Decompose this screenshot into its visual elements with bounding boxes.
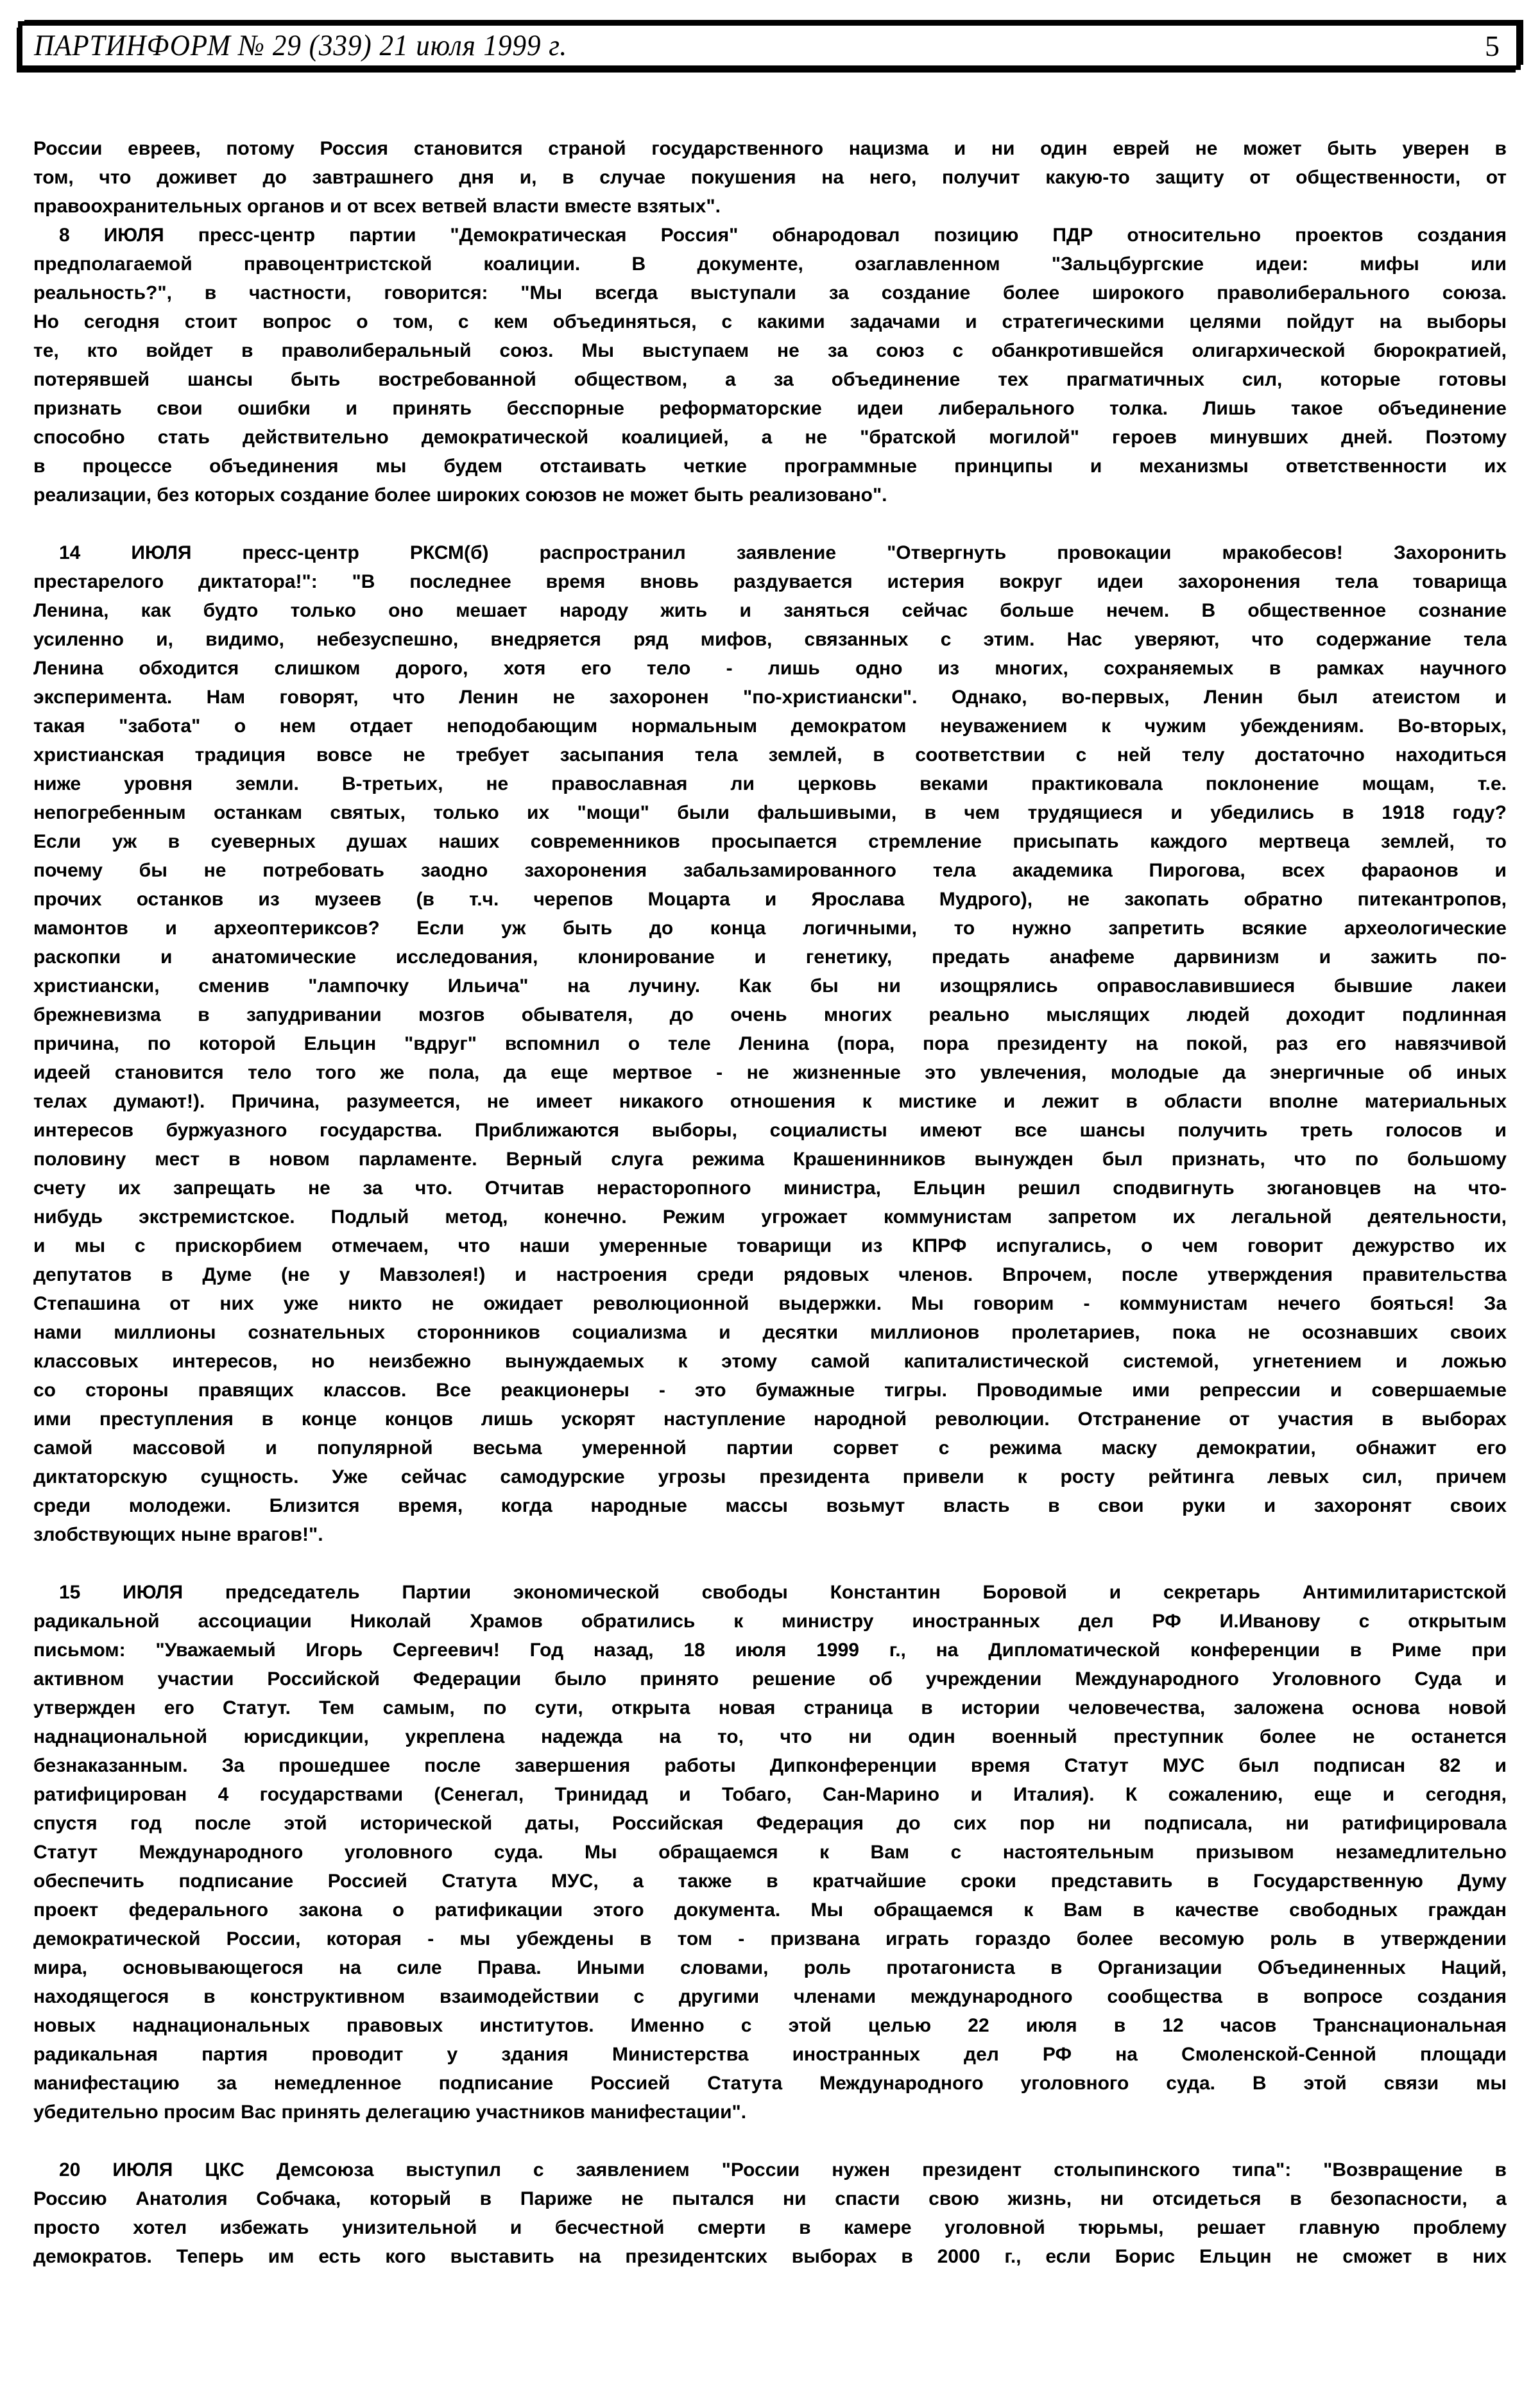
paragraph bbox=[33, 221, 1507, 510]
text-line: спустя год после этой исторической даты, Российская Федерация до сих пор ни подписала, ни ратифицировала bbox=[33, 1813, 1507, 1834]
text-line: ратифицирован 4 государствами (Сенегал, Тринидад и Тобаго, Сан-Марино и Италия). К сожалению, еще и сегодня, bbox=[33, 1784, 1507, 1805]
text-line: предполагаемой правоцентристской коалиции. В документе, озаглавленном "Зальцбургские идеи: мифы или bbox=[33, 253, 1507, 275]
text-line: причина, по которой Ельцин "вдруг" вспомнил о теле Ленина (пора, пора президенту на покой, раз его навязчивой bbox=[33, 1033, 1507, 1054]
text-line: идеей становится тело того же пола, да еще мертвое - не жизненные это увлечения, молодые да энергичные об иных bbox=[33, 1062, 1507, 1083]
text-line: 14 ИЮЛЯ пресс-центр РКСМ(б) распространил заявление "Отвергнуть провокации мракобесов! Захоронить bbox=[59, 542, 1507, 563]
text-line: классовых интересов, но неизбежно вынуждаемых к этому самой капиталистической системой, угнетением и ложью bbox=[33, 1351, 1507, 1372]
bulletin-title: ПАРТИНФОРМ № 29 (339) 21 июля 1999 г. bbox=[34, 29, 568, 62]
paragraph bbox=[33, 134, 1507, 221]
text-line: утвержден его Статут. Тем самым, по сути, открыта новая страница в истории человечества, заложена основа новой bbox=[33, 1697, 1507, 1718]
text-line: раскопки и анатомические исследования, клонирование и генетику, предать анафеме дарвинизм и зажить по- bbox=[33, 947, 1507, 968]
text-line: новых наднациональных правовых институтов. Именно с этой целью 22 июля в 12 часов Транснациональная bbox=[33, 2015, 1507, 2036]
text-line: брежневизма в запудривании мозгов обывателя, до очень многих реально мыслящих людей доходит подлинная bbox=[33, 1004, 1507, 1025]
text-line: том, что доживет до завтрашнего дня и, в случае покушения на него, получит какую-то защиту от общественности, от bbox=[33, 167, 1507, 188]
text-line: потерявшей шансы быть востребованной обществом, а за объединение тех прагматичных сил, которые готовы bbox=[33, 369, 1507, 390]
text-line: радикальная партия проводит у здания Министерства иностранных дел РФ на Смоленской-Сенной площади bbox=[33, 2044, 1507, 2065]
text-line: Ленина обходится слишком дорого, хотя его тело - лишь одно из многих, сохраняемых в рамках научного bbox=[33, 658, 1507, 679]
text-line: нибудь экстремистское. Подлый метод, конечно. Режим угрожает коммунистам запретом их легальной деятельности, bbox=[33, 1206, 1507, 1228]
text-line: ниже уровня земли. В-третьих, не православная ли церковь веками практиковала поклонение мощам, т.е. bbox=[33, 773, 1507, 794]
text-line: активном участии Российской Федерации было принято решение об учреждении Международного Уголовного Суда и bbox=[33, 1668, 1507, 1690]
text-line: диктаторскую сущность. Уже сейчас самодурские угрозы президента привели к росту рейтинга левых сил, причем bbox=[33, 1466, 1507, 1487]
text-line: интересов буржуазного государства. Приближаются выборы, социалисты имеют все шансы получить треть голосов и bbox=[33, 1120, 1507, 1141]
text-line: Россию Анатолия Собчака, который в Париже не пытался ни спасти свою жизнь, ни отсидеться в безопасности, а bbox=[33, 2188, 1507, 2209]
text-line: 8 ИЮЛЯ пресс-центр партии "Демократическая Россия" обнародовал позицию ПДР относительно проектов создания bbox=[59, 225, 1507, 246]
text-line: те, кто войдет в праволиберальный союз. Мы выступаем не за союз с обанкротившейся олигархической бюрократией, bbox=[33, 340, 1507, 361]
text-line: 20 ИЮЛЯ ЦКС Демсоюза выступил с заявлением "России нужен президент столыпинского типа": "Возвращение в bbox=[59, 2159, 1507, 2181]
text-line: и мы с прискорбием отмечаем, что наши умеренные товарищи из КПРФ испугались, о чем говорит дежурство их bbox=[33, 1235, 1507, 1256]
text-line: злобствующих ныне врагов!". bbox=[33, 1524, 323, 1545]
text-line: Если уж в суеверных душах наших современников просыпается стремление присыпать каждого мертвеца землей, то bbox=[33, 831, 1507, 852]
text-line: эксперимента. Нам говорят, что Ленин не захоронен "по-христиански". Однако, во-первых, Ленин был атеистом и bbox=[33, 687, 1507, 708]
text-line: проект федерального закона о ратификации этого документа. Мы обращаемся к Вам в качестве свободных граждан bbox=[33, 1899, 1507, 1921]
text-line: мира, основывающегося на силе Права. Иными словами, роль протагониста в Организации Объединенных Наций, bbox=[33, 1957, 1507, 1978]
text-line: находящегося в конструктивном взаимодействии с другими членами международного сообщества в вопросе создания bbox=[33, 1986, 1507, 2007]
text-line: депутатов в Думе (не у Мавзолея!) и настроения среди рядовых членов. Впрочем, после утверждения правительства bbox=[33, 1264, 1507, 1285]
text-line: радикальной ассоциации Николай Храмов обратились к министру иностранных дел РФ И.Иванову с открытым bbox=[33, 1611, 1507, 1632]
document-body bbox=[33, 134, 1507, 2271]
page-header bbox=[18, 21, 1521, 70]
text-line: просто хотел избежать унизительной и бесчестной смерти в камере уголовной тюрьмы, решает главную проблему bbox=[33, 2217, 1507, 2238]
text-line: признать свои ошибки и принять бесспорные реформаторские идеи либерального толка. Лишь такое объединение bbox=[33, 398, 1507, 419]
text-line: России евреев, потому Россия становится страной государственного нацизма и ни один еврей не может быть уверен в bbox=[33, 138, 1507, 159]
text-line: реальность?", в частности, говорится: "Мы всегда выступали за создание более широкого праволиберального союза. bbox=[33, 282, 1507, 304]
text-line: демократов. Теперь им есть кого выставить на президентских выборах в 2000 г., если Борис Ельцин не сможет в них bbox=[33, 2246, 1507, 2267]
text-line: ими преступления в конце концов лишь ускорят наступление народной революции. Отстранение от участия в выборах bbox=[33, 1409, 1507, 1430]
text-line: почему бы не потребовать заодно захоронения забальзамированного тела академика Пирогова, всех фараонов и bbox=[33, 860, 1507, 881]
text-line: письмом: "Уважаемый Игорь Сергеевич! Год назад, 18 июля 1999 г., на Дипломатической конференции в Риме при bbox=[33, 1640, 1507, 1661]
text-line: правоохранительных органов и от всех ветвей власти вместе взятых". bbox=[33, 196, 721, 217]
text-line: демократической России, которая - мы убеждены в том - призвана играть гораздо более весомую роль в утверждении bbox=[33, 1928, 1507, 1949]
text-line: телах думают!). Причина, разумеется, не имеет никакого отношения к мистике и лежит в области вполне материальных bbox=[33, 1091, 1507, 1112]
text-line: среди молодежи. Близится время, когда народные массы возьмут власть в свои руки и захоронят своих bbox=[33, 1495, 1507, 1516]
paragraph bbox=[33, 1578, 1507, 2127]
text-line: Но сегодня стоит вопрос о том, с кем объединяться, с какими задачами и стратегическими целями пойдут на выборы bbox=[33, 311, 1507, 332]
text-line: Статут Международного уголовного суда. Мы обращаемся к Вам с настоятельным призывом незамедлительно bbox=[33, 1842, 1507, 1863]
text-line: половину мест в новом парламенте. Верный слуга режима Крашенинников вынужден был признать, что по большому bbox=[33, 1149, 1507, 1170]
text-line: со стороны правящих классов. Все реакционеры - это бумажные тигры. Проводимые ими репрессии и совершаемые bbox=[33, 1380, 1507, 1401]
text-line: 15 ИЮЛЯ председатель Партии экономической свободы Константин Боровой и секретарь Антимилитаристской bbox=[59, 1582, 1507, 1603]
text-line: наднациональной юрисдикции, укреплена надежда на то, что ни один военный преступник более не останется bbox=[33, 1726, 1507, 1747]
text-line: реализации, без которых создание более широких союзов не может быть реализовано". bbox=[33, 484, 887, 506]
page-number: 5 bbox=[1485, 29, 1500, 62]
text-line: христианская традиция вовсе не требует засыпания тела землей, в соответствии с ней телу достаточно находиться bbox=[33, 744, 1507, 766]
text-line: самой массовой и популярной весьма умеренной партии сорвет с режима маску демократии, обнажит его bbox=[33, 1437, 1507, 1459]
text-line: такая "забота" о нем отдает неподобающим нормальным демократом неуважением к чужим убеждениям. Во-вторых, bbox=[33, 715, 1507, 737]
text-line: христиански, сменив "лампочку Ильича" на лучину. Как бы ни изощрялись оправославившиеся бывшие лакеи bbox=[33, 975, 1507, 997]
text-line: Ленина, как будто только оно мешает народу жить и заняться сейчас больше нечем. В общественное сознание bbox=[33, 600, 1507, 621]
text-line: манифестацию за немедленное подписание Россией Статута Международного уголовного суда. В этой связи мы bbox=[33, 2073, 1507, 2094]
text-line: в процессе объединения мы будем отстаивать четкие программные принципы и механизмы ответственности их bbox=[33, 456, 1507, 477]
text-line: прочих останков из музеев (в т.ч. черепов Моцарта и Ярослава Мудрого), не закопать обратно питекантропов, bbox=[33, 889, 1507, 910]
text-line: убедительно просим Вас принять делегацию участников манифестации". bbox=[33, 2102, 747, 2123]
text-line: обеспечить подписание Россией Статута МУС, а также в кратчайшие сроки представить в Государственную Думу bbox=[33, 1871, 1507, 1892]
text-line: Степашина от них уже никто не ожидает революционной выдержки. Мы говорим - коммунистам нечего бояться! За bbox=[33, 1293, 1507, 1314]
paragraph bbox=[33, 538, 1507, 1549]
paragraph bbox=[33, 2155, 1507, 2271]
text-line: усиленно и, видимо, небезуспешно, внедряется ряд мифов, связанных с этим. Нас уверяют, что содержание тела bbox=[33, 629, 1507, 650]
text-line: нами миллионы сознательных сторонников социализма и десятки миллионов пролетариев, пока не осознавших своих bbox=[33, 1322, 1507, 1343]
text-line: непогребенным останкам святых, только их "мощи" были фальшивыми, в чем трудящиеся и убедились в 1918 году? bbox=[33, 802, 1507, 823]
text-line: престарелого диктатора!": "В последнее время вновь раздувается истерия вокруг идеи захоронения тела товарища bbox=[33, 571, 1507, 592]
text-line: мамонтов и археоптериксов? Если уж быть до конца логичными, то нужно запретить всякие археологические bbox=[33, 918, 1507, 939]
text-line: безнаказанным. За прошедшее после завершения работы Дипконференции время Статут МУС был подписан 82 и bbox=[33, 1755, 1507, 1776]
text-line: способно стать действительно демократической коалицией, а не "братской могилой" героев минувших дней. Поэтому bbox=[33, 427, 1507, 448]
text-line: счету их запрещать не за что. Отчитав нерасторопного министра, Ельцин решил сподвигнуть зюгановцев на что- bbox=[33, 1178, 1507, 1199]
